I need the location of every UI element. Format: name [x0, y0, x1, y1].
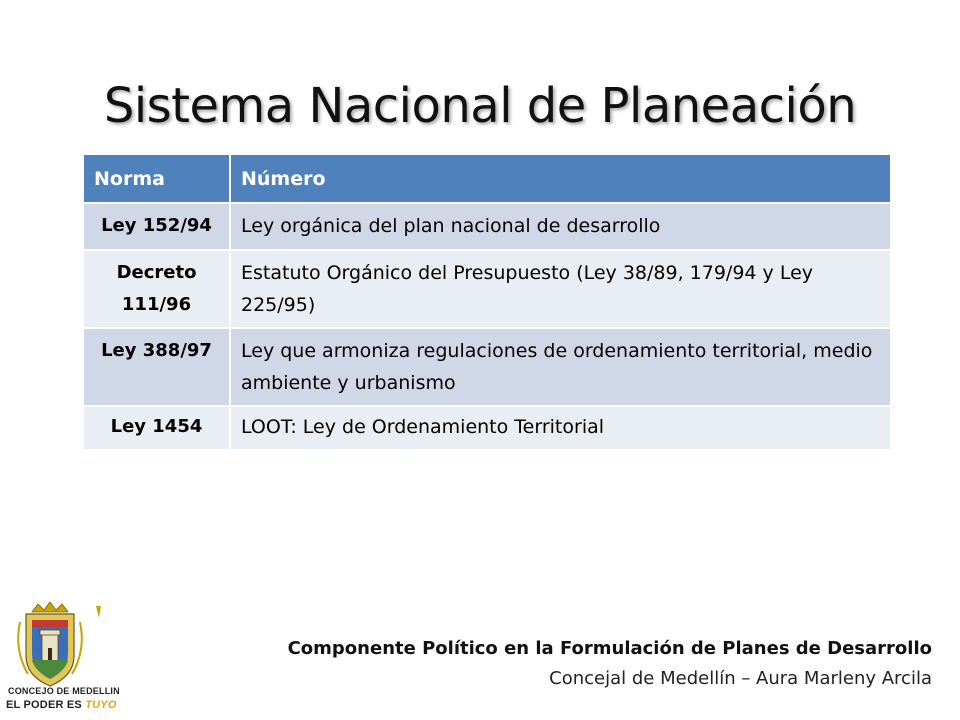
- table-row: [84, 250, 890, 328]
- cell-norma: Ley 1454: [84, 406, 230, 449]
- cell-numero: LOOT: Ley de Ordenamiento Territorial: [230, 406, 890, 449]
- cell-numero: Estatuto Orgánico del Presupuesto (Ley 38/89, 179/94 y Ley 225/95): [230, 250, 890, 328]
- cell-numero: Ley orgánica del plan nacional de desarrollo: [230, 203, 890, 250]
- table-row: [84, 328, 890, 406]
- logo-text-concejo: CONCEJO DE MEDELLIN: [8, 686, 120, 696]
- table-row: [84, 203, 890, 250]
- logo-slogan-accent: TUYO: [85, 699, 117, 711]
- cell-norma: Ley 152/94: [84, 203, 230, 250]
- slide-title: Sistema Nacional de Planeación: [103, 78, 857, 134]
- logo-slogan-prefix: EL PODER ES: [6, 699, 86, 711]
- norms-table: [84, 155, 890, 449]
- cell-norma: Ley 388/97: [84, 328, 230, 406]
- header-numero: Número: [230, 155, 890, 203]
- table-header-row: [84, 155, 890, 203]
- cell-numero: Ley que armoniza regulaciones de ordenamiento territorial, medio ambiente y urbanismo: [230, 328, 890, 406]
- header-norma: Norma: [84, 155, 230, 203]
- cell-norma: Decreto 111/96: [84, 250, 230, 328]
- footer-title: Componente Político en la Formulación de Planes de Desarrollo: [287, 638, 932, 659]
- footer-subtitle: Concejal de Medellín – Aura Marleny Arcila: [549, 668, 932, 689]
- logo-text-slogan: [6, 699, 117, 711]
- table-row: [84, 406, 890, 449]
